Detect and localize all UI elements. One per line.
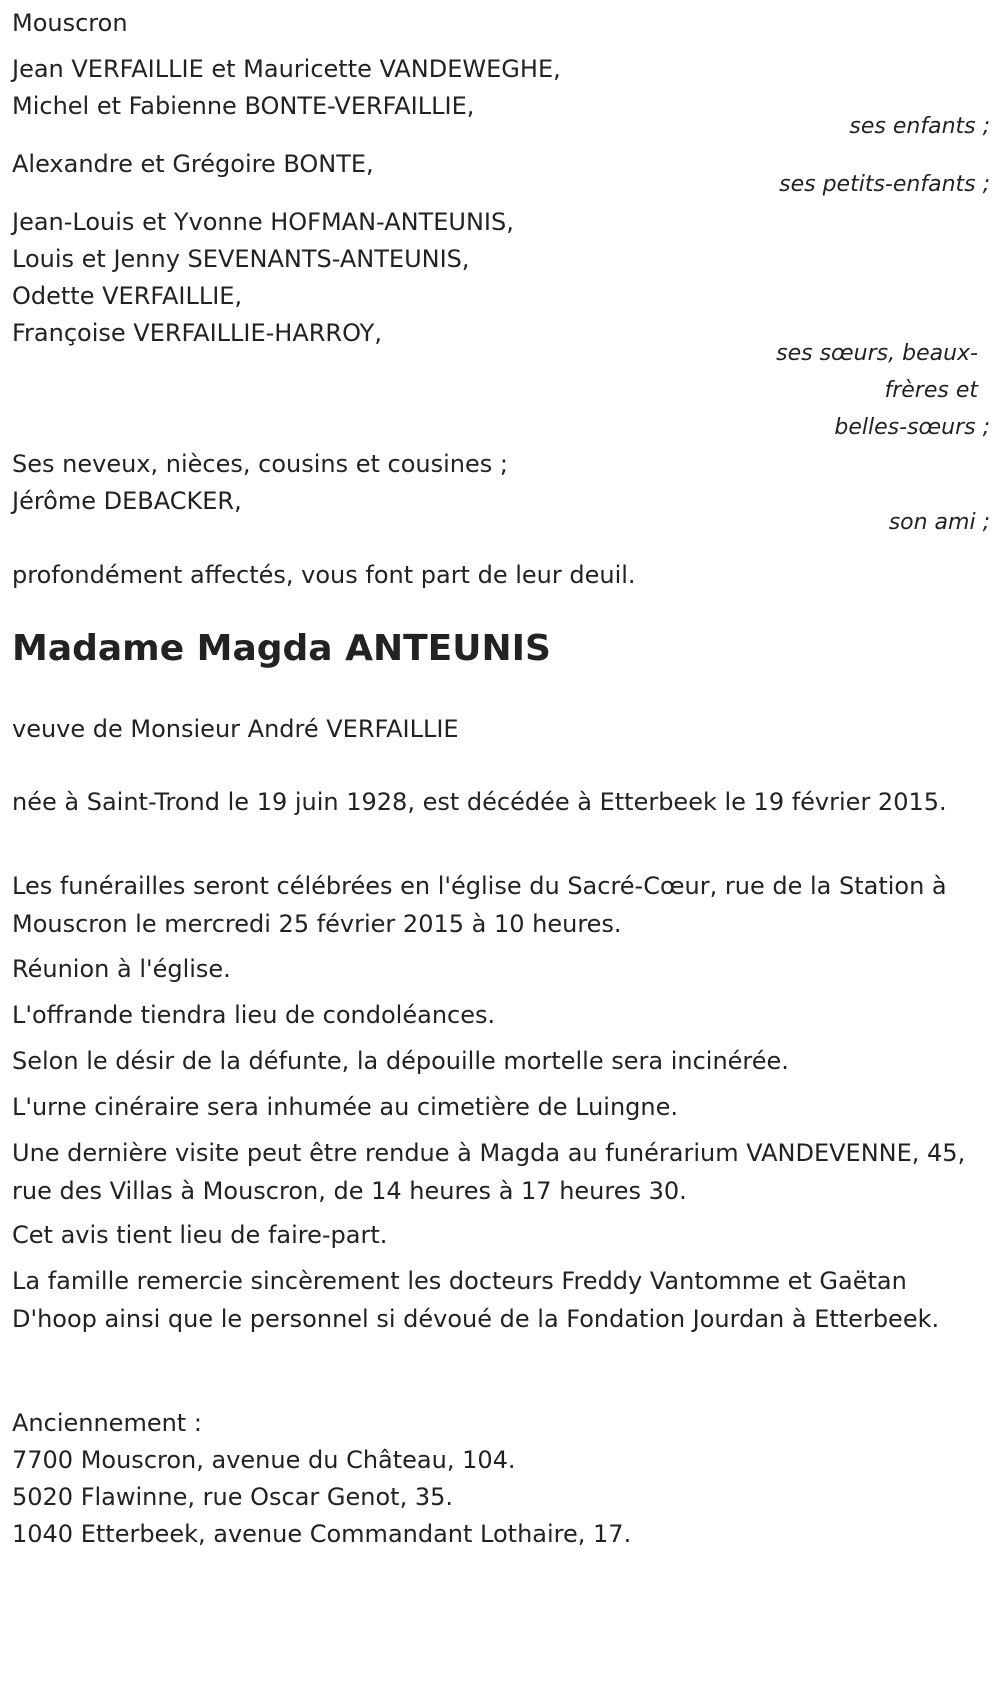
friend-line: Jérôme DEBACKER, — [12, 487, 242, 515]
widow-line: veuve de Monsieur André VERFAILLIE — [12, 715, 459, 743]
deceased-name: Madame Magda ANTEUNIS — [12, 628, 551, 669]
closing-line: profondément affectés, vous font part de leur deuil. — [12, 561, 636, 589]
sibling-line: Odette VERFAILLIE, — [12, 282, 243, 310]
sibling-line: Louis et Jenny SEVENANTS-ANTEUNIS, — [12, 245, 470, 273]
address-line: 5020 Flawinne, rue Oscar Genot, 35. — [12, 1483, 453, 1511]
address-line: 1040 Etterbeek, avenue Commandant Lothaire, 17. — [12, 1520, 632, 1548]
paragraph: Selon le désir de la défunte, la dépouille mortelle sera incinérée. — [12, 1047, 789, 1075]
grandchildren-label: ses petits-enfants ; — [779, 172, 990, 197]
town-name: Mouscron — [12, 9, 128, 37]
paragraph: La famille remercie sincèrement les docteurs Freddy Vantomme et Gaëtan D'hoop ainsi que le personnel si dévoué de la Fondation Jourdan à Etterbeek. — [12, 1267, 940, 1333]
paragraph: Réunion à l'église. — [12, 955, 231, 983]
paragraph: L'urne cinéraire sera inhumée au cimetière de Luingne. — [12, 1093, 678, 1121]
relatives-line: Ses neveux, nièces, cousins et cousines ; — [12, 450, 508, 478]
addresses-heading: Anciennement : — [12, 1409, 202, 1437]
siblings-label: frères et — [884, 378, 978, 403]
child-line: Jean VERFAILLIE et Mauricette VANDEWEGHE, — [12, 55, 561, 83]
paragraph: Une dernière visite peut être rendue à Magda au funérarium VANDEVENNE, 45, rue des Villas à Mouscron, de 14 heures à 17 heures 30. — [12, 1139, 966, 1205]
friend-label: son ami ; — [888, 510, 990, 535]
grandchild-line: Alexandre et Grégoire BONTE, — [12, 150, 374, 178]
sibling-line: Jean-Louis et Yvonne HOFMAN-ANTEUNIS, — [12, 208, 514, 236]
paragraph: née à Saint-Trond le 19 juin 1928, est décédée à Etterbeek le 19 février 2015. — [12, 788, 947, 816]
child-line: Michel et Fabienne BONTE-VERFAILLIE, — [12, 92, 475, 120]
children-label: ses enfants ; — [849, 114, 990, 139]
siblings-label: ses sœurs, beaux- — [776, 341, 978, 366]
sibling-line: Françoise VERFAILLIE-HARROY, — [12, 319, 382, 347]
paragraph: L'offrande tiendra lieu de condoléances. — [12, 1001, 496, 1029]
siblings-label: belles-sœurs ; — [834, 415, 990, 440]
paragraph: Cet avis tient lieu de faire-part. — [12, 1221, 388, 1249]
address-line: 7700 Mouscron, avenue du Château, 104. — [12, 1446, 516, 1474]
paragraph: Les funérailles seront célébrées en l'église du Sacré-Cœur, rue de la Station à Mouscron le mercredi 25 février 2015 à 10 heures. — [12, 872, 947, 938]
